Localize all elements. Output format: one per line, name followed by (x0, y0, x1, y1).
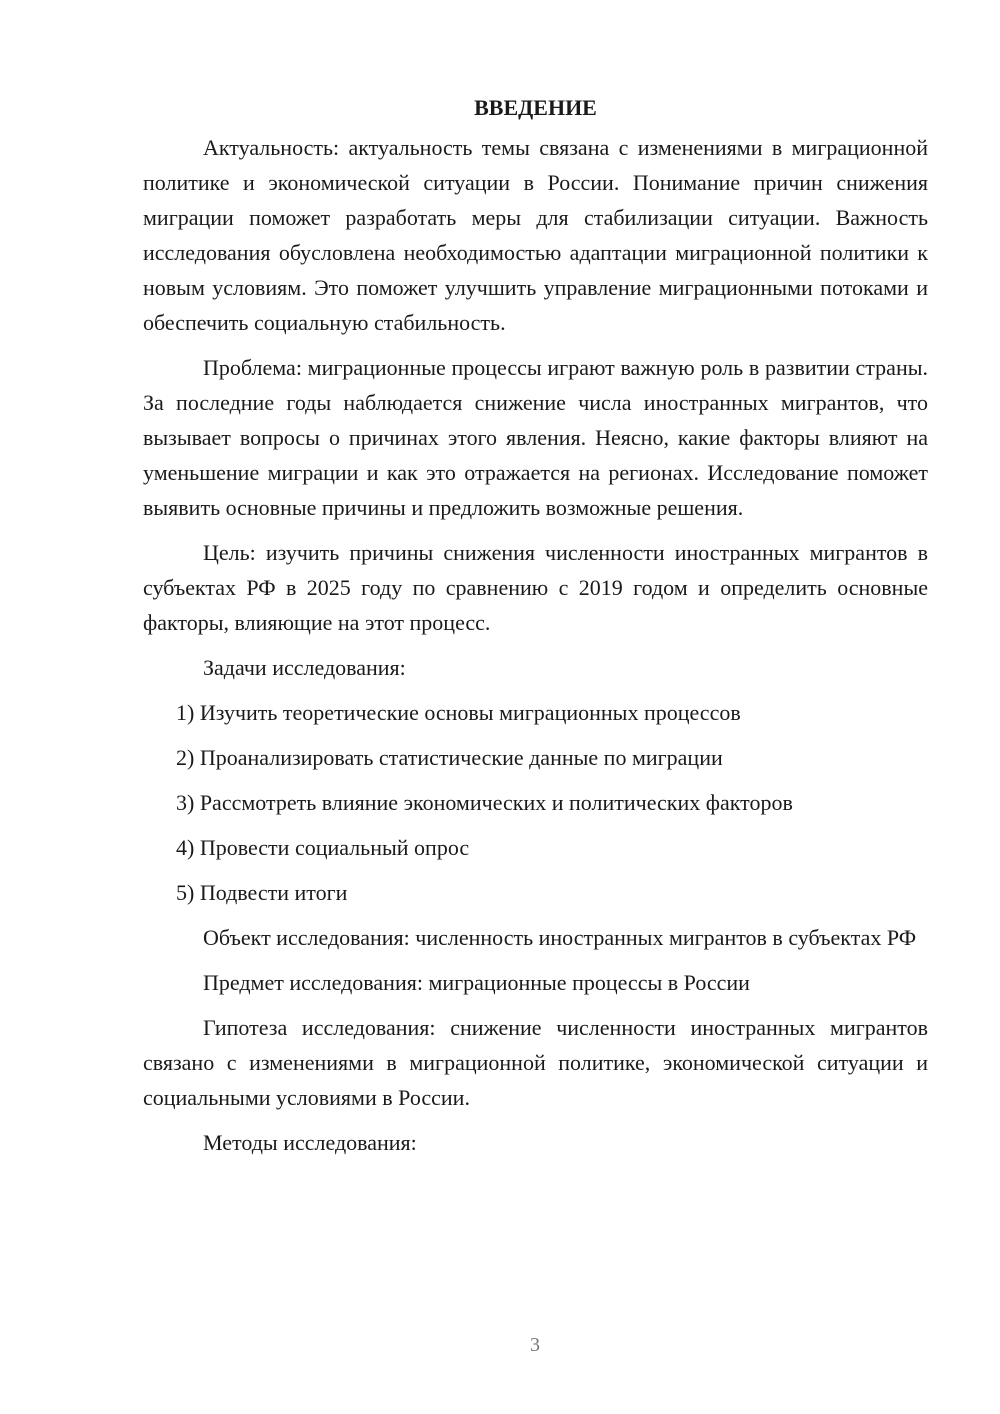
list-item: 2) Проанализировать статистические данные по миграции (176, 745, 723, 770)
object-paragraph: Объект исследования: численность иностранных мигрантов в субъектах РФ (203, 925, 917, 950)
document-page (143, 90, 928, 1170)
list-item: 1) Изучить теоретические основы миграционных процессов (176, 700, 741, 725)
goal-paragraph: Цель: изучить причины снижения численности иностранных мигрантов в субъектах РФ в 2025 году по сравнению с 2019 годом и определить основные факторы, влияющие на этот процесс. (143, 540, 928, 635)
tasks-list (143, 695, 928, 910)
hypothesis-paragraph: Гипотеза исследования: снижение численности иностранных мигрантов связано с изменениями в миграционной политике, экономической ситуации и социальными условиями в России. (143, 1015, 928, 1110)
tasks-heading: Задачи исследования: (203, 655, 406, 680)
list-item: 4) Провести социальный опрос (176, 835, 470, 860)
list-item: 3) Рассмотреть влияние экономических и политических факторов (176, 790, 793, 815)
problem-paragraph: Проблема: миграционные процессы играют важную роль в развитии страны. За последние годы наблюдается снижение числа иностранных мигрантов, что вызывает вопросы о причинах этого явления. Неясно, какие факторы влияют на уменьшение миграции и как это отражается на регионах. Исследование поможет выявить основные причины и предложить возможные решения. (143, 355, 928, 520)
relevance-paragraph: Актуальность: актуальность темы связана с изменениями в миграционной политике и экономической ситуации в России. Понимание причин снижения миграции поможет разработать меры для стабилизации ситуации. Важность исследования обусловлена необходимостью адаптации миграционной политики к новым условиям. Это поможет улучшить управление миграционными потоками и обеспечить социальную стабильность. (143, 135, 928, 335)
page-number: 3 (530, 1334, 540, 1356)
list-item: 5) Подвести итоги (176, 880, 348, 905)
page-title: ВВЕДЕНИЕ (474, 95, 597, 120)
subject-paragraph: Предмет исследования: миграционные процессы в России (203, 970, 750, 995)
methods-heading: Методы исследования: (203, 1130, 417, 1155)
